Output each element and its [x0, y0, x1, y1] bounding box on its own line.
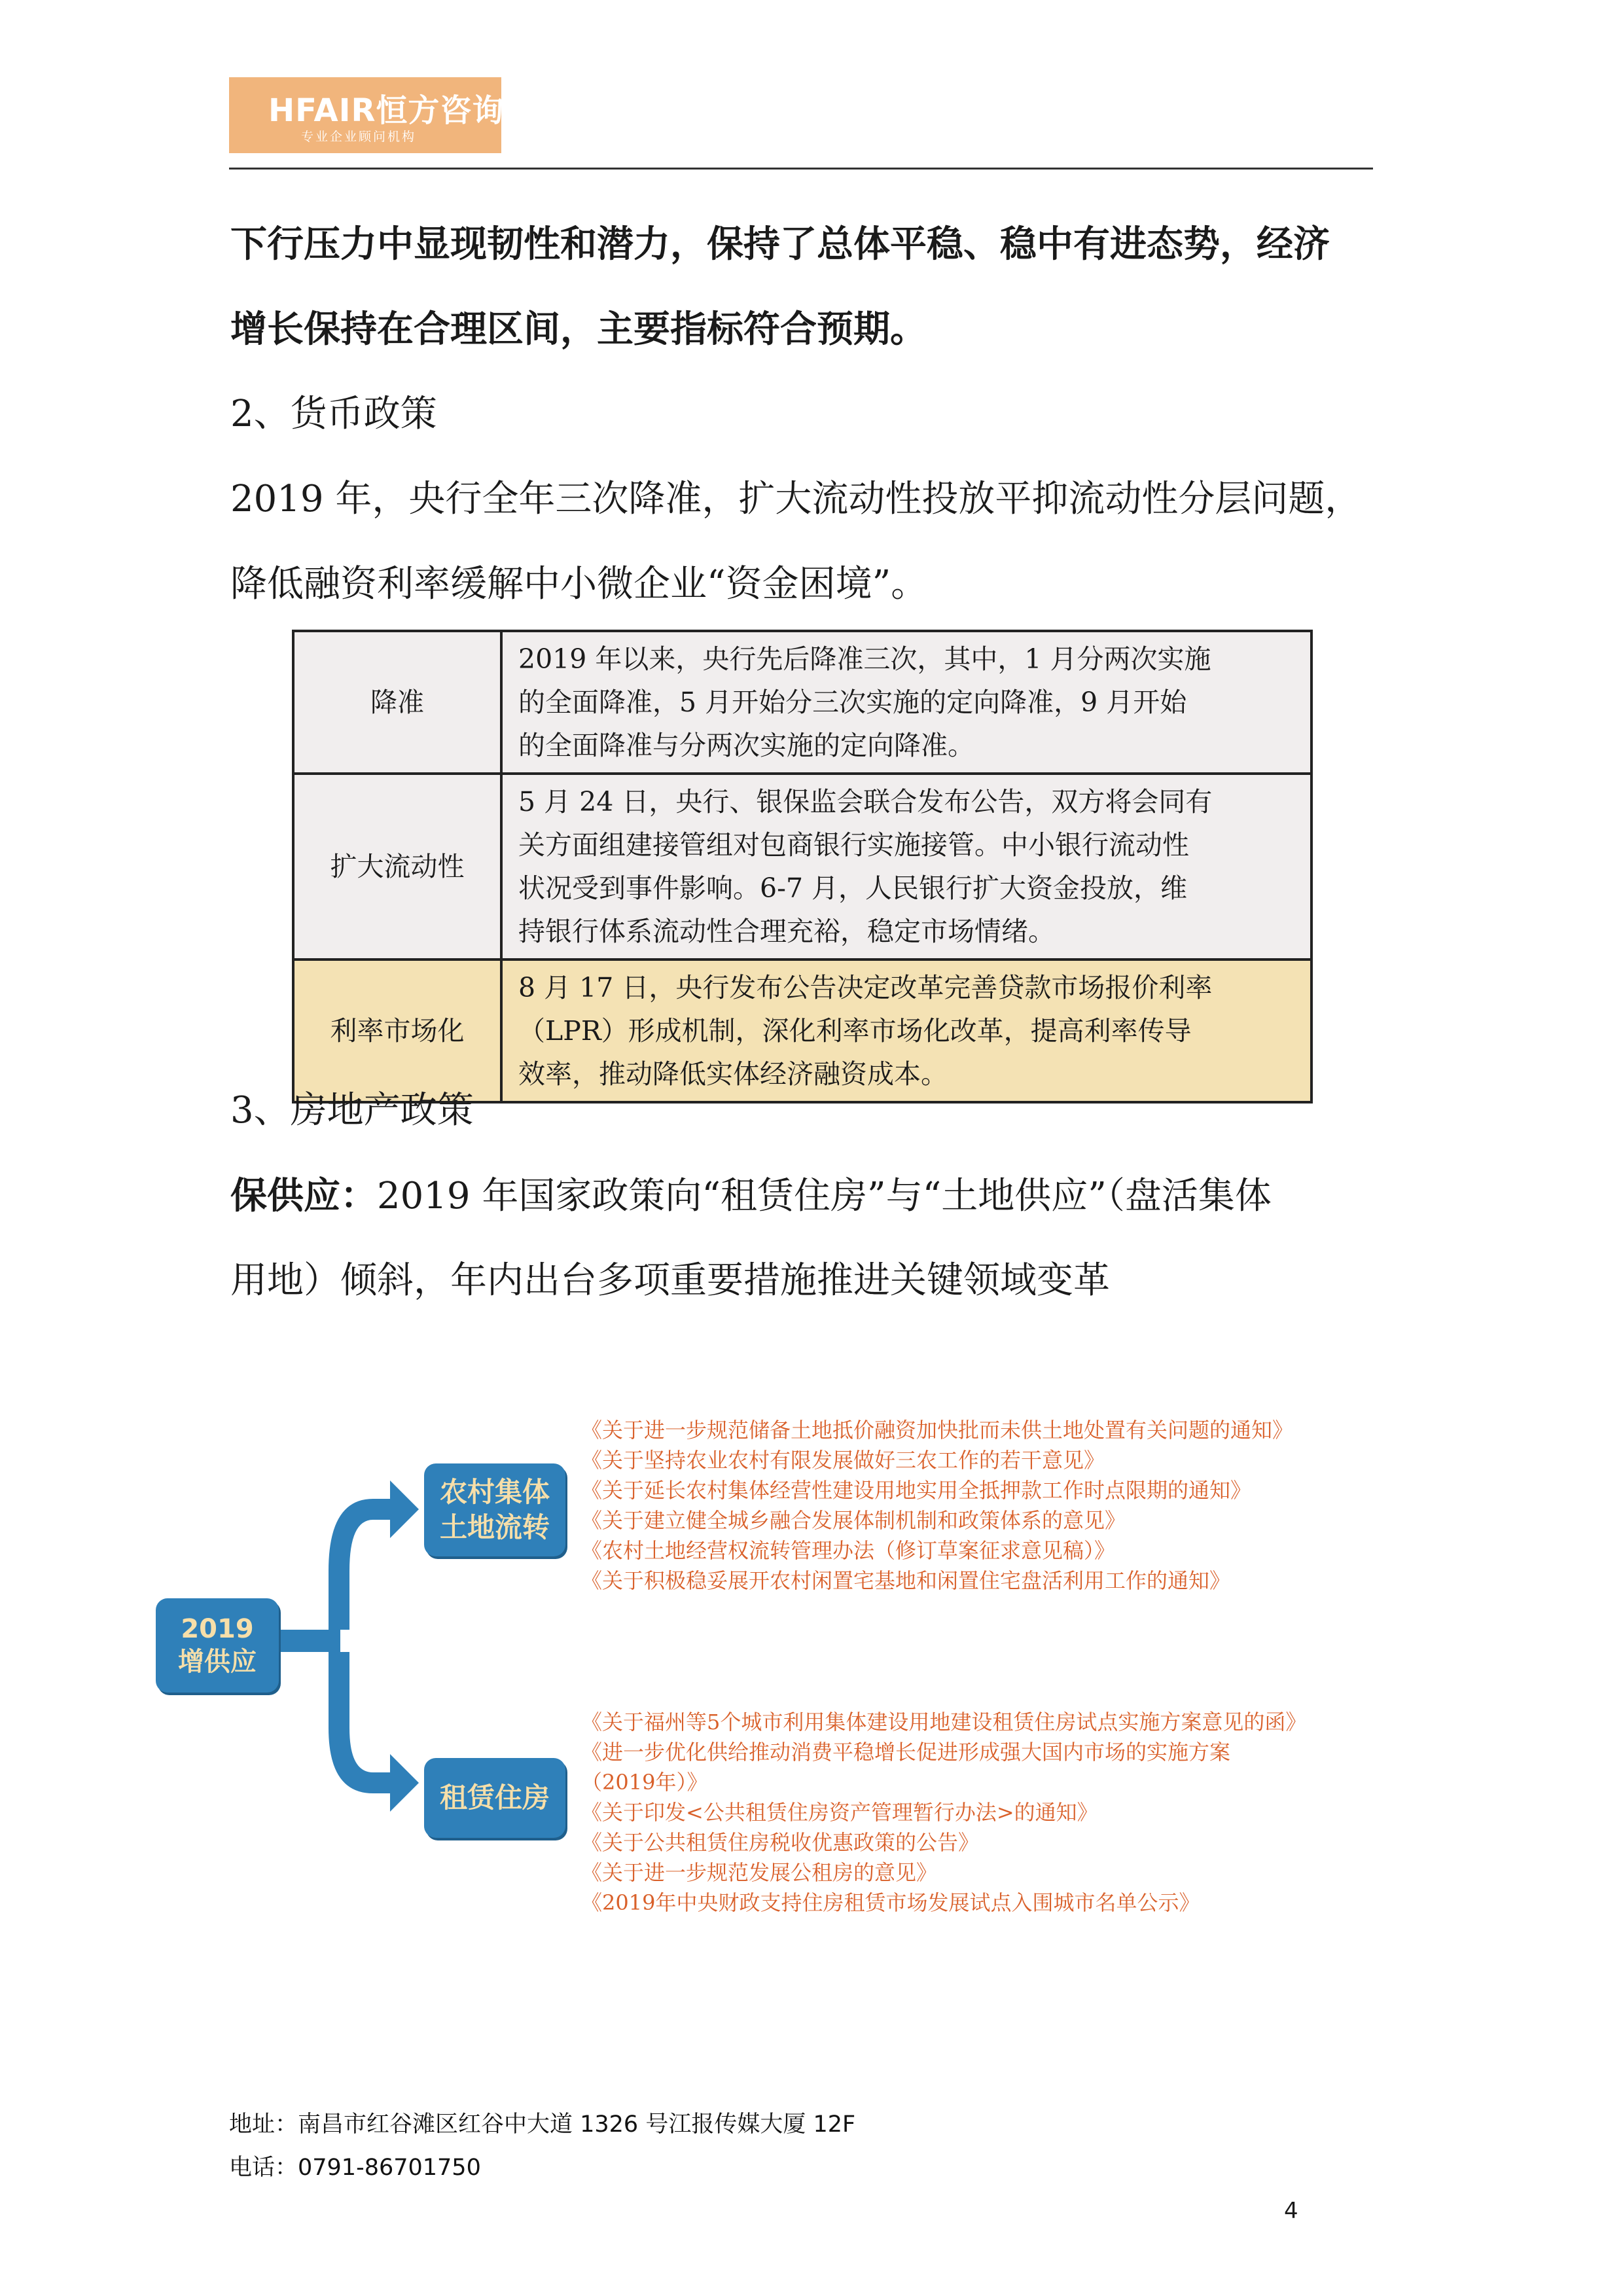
rental-housing-document-list — [581, 1707, 1306, 1918]
list-item: 《关于延长农村集体经营性建设用地实用全抵押款工作时点限期的通知》 — [581, 1478, 1252, 1503]
footer-phone: 电话：0791-86701750 — [229, 2155, 481, 2181]
section-2-heading: 2、货币政策 — [230, 393, 437, 435]
intro-line-2: 增长保持在合理区间，主要指标符合预期。 — [230, 308, 927, 351]
description-line: 的全面降准与分两次实施的定向降准。 — [518, 730, 974, 761]
supply-lead: 保供应： — [230, 1174, 377, 1217]
description-line: 持银行体系流动性合理充裕，稳定市场情绪。 — [518, 916, 1055, 947]
arrow-head-upper — [390, 1480, 419, 1538]
policy-name: 利率市场化 — [293, 960, 501, 1102]
mindmap-branch-rental-housing — [424, 1758, 565, 1838]
branch-label: 租赁住房 — [439, 1782, 550, 1814]
page-number: 4 — [1284, 2198, 1298, 2224]
list-item: 《关于印发<公共租赁住房资产管理暂行办法>的通知》 — [581, 1800, 1098, 1825]
supply-text: 2019 年国家政策向“租赁住房”与“土地供应”（盘活集体 — [377, 1175, 1272, 1217]
description-line: （LPR）形成机制，深化利率市场化改革，提高利率传导 — [518, 1015, 1192, 1047]
upper-branch-line — [329, 1499, 391, 1630]
mindmap-branch-rural-land — [424, 1463, 565, 1556]
list-item: 《关于坚持农业农村有限发展做好三农工作的若干意见》 — [581, 1448, 1105, 1473]
intro-line-1: 下行压力中显现韧性和潜力，保持了总体平稳、稳中有进态势，经济 — [230, 223, 1330, 266]
list-item: 《关于进一步规范发展公租房的意见》 — [581, 1860, 938, 1885]
root-label: 增供应 — [178, 1647, 257, 1677]
list-item: 《关于福州等5个城市利用集体建设用地建设租赁住房试点实施方案意见的函》 — [581, 1710, 1307, 1734]
policy-name: 扩大流动性 — [293, 774, 501, 960]
policy-name: 降准 — [293, 631, 501, 774]
section-2-line-2: 降低融资利率缓解中小微企业“资金困境”。 — [230, 563, 928, 605]
description-line: 关方面组建接管组对包商银行实施接管。中小银行流动性 — [518, 829, 1189, 861]
list-item: 《关于公共租赁住房税收优惠政策的公告》 — [581, 1830, 980, 1855]
list-item: 《农村土地经营权流转管理办法（修订草案征求意见稿）》 — [581, 1538, 1116, 1563]
mindmap-arrows — [279, 1480, 419, 1812]
logo-name: HFAIR恒方咨询 — [268, 92, 505, 129]
mindmap-root — [156, 1598, 279, 1693]
logo-subtitle: 专业企业顾问机构 — [301, 130, 417, 144]
list-item: 《关于积极稳妥展开农村闲置宅基地和闲置住宅盘活利用工作的通知》 — [581, 1568, 1231, 1593]
rural-land-document-list — [581, 1415, 1293, 1596]
root-year: 2019 — [181, 1614, 254, 1644]
branch-label-line: 土地流转 — [439, 1511, 550, 1543]
description-line: 5 月 24 日，央行、银保监会联合发布公告，双方将会同有 — [518, 786, 1213, 817]
description-line: 2019 年以来，央行先后降准三次，其中，1 月分两次实施 — [518, 643, 1211, 675]
list-item: 《关于进一步规范储备土地抵价融资加快批而未供土地处置有关问题的通知》 — [581, 1418, 1294, 1443]
lower-branch-line — [329, 1652, 391, 1793]
list-item: 《2019年中央财政支持住房租赁市场发展试点入围城市名单公示》 — [581, 1890, 1200, 1915]
description-line: 的全面降准，5 月开始分三次实施的定向降准，9 月开始 — [518, 687, 1187, 718]
section-3-line-2: 用地）倾斜，年内出台多项重要措施推进关键领域变革 — [230, 1259, 1110, 1302]
branch-label-line: 农村集体 — [439, 1476, 550, 1508]
list-item: （2019年）》 — [581, 1770, 708, 1795]
list-item: 《关于建立健全城乡融合发展体制机制和政策体系的意见》 — [581, 1508, 1126, 1533]
section-3-heading: 3、房地产政策 — [230, 1089, 474, 1132]
list-item: 《进一步优化供给推动消费平稳增长促进形成强大国内市场的实施方案 — [581, 1740, 1231, 1765]
description-line: 效率，推动降低实体经济融资成本。 — [518, 1058, 948, 1090]
arrow-head-lower — [390, 1754, 419, 1812]
footer-address: 地址：南昌市红谷滩区红谷中大道 1326 号江报传媒大厦 12F — [229, 2111, 856, 2138]
section-2-line-1: 2019 年，央行全年三次降准，扩大流动性投放平抑流动性分层问题， — [230, 478, 1362, 520]
root-connector — [279, 1630, 340, 1652]
description-line: 8 月 17 日，央行发布公告决定改革完善贷款市场报价利率 — [518, 972, 1213, 1003]
description-line: 状况受到事件影响。6-7 月，人民银行扩大资金投放，维 — [518, 872, 1188, 904]
